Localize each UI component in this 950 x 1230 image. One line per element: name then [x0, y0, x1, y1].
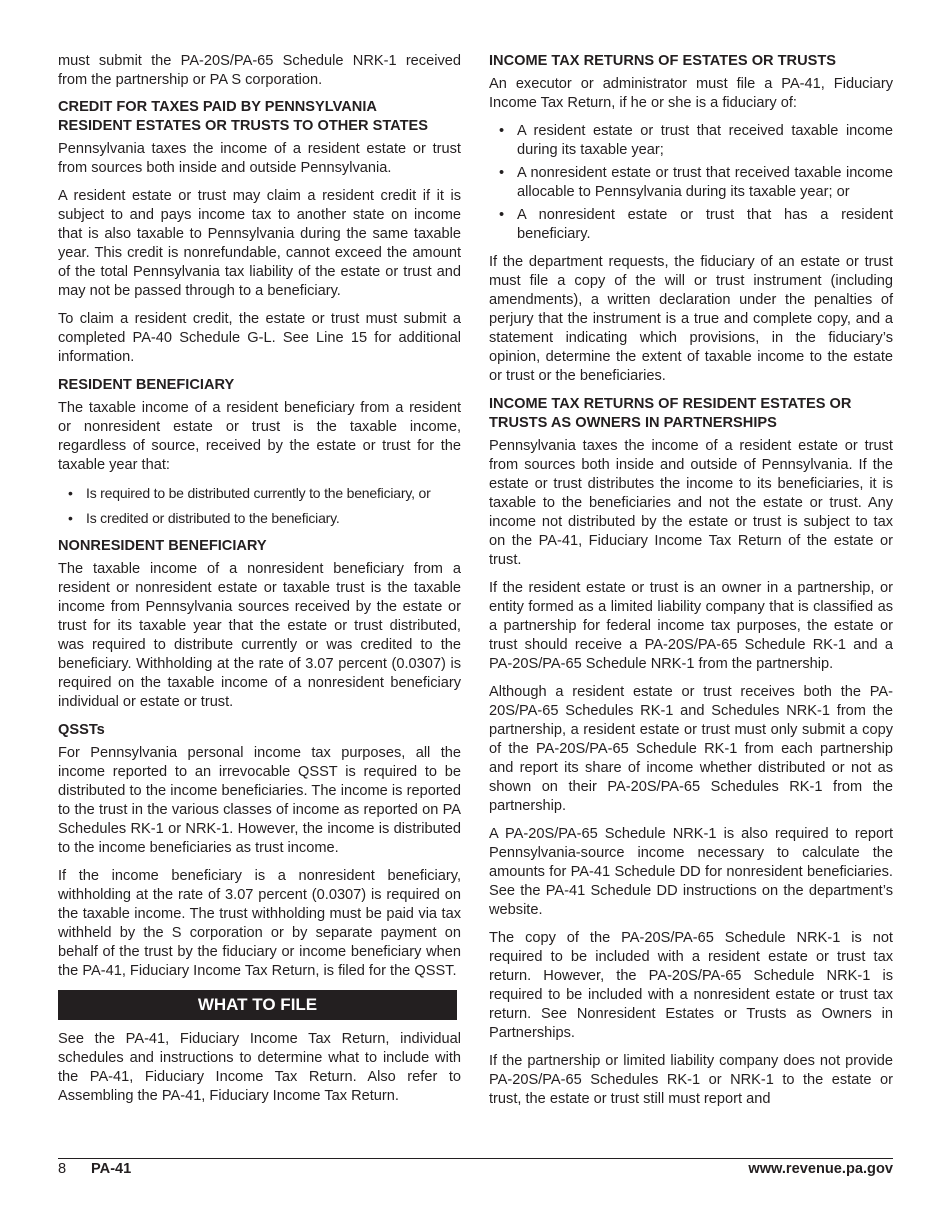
returns-paragraph-2: If the department requests, the fiduciary of an estate or trust must file a copy of the will or trust instrument (including amendments), a written declaration under the penalties of perjury that the instrument is a true and complete copy, and a statement indicating which provisions, in the fiduciary’s opinion, determine the extent of taxable income to the estate or trust or the beneficiaries.: [489, 254, 893, 384]
partnership-heading: [489, 395, 893, 433]
resident-beneficiary-list: [58, 484, 461, 528]
what-to-file-banner: WHAT TO FILE: [58, 990, 457, 1020]
partnership-paragraph-1: Pennsylvania taxes the income of a resident estate or trust from sources both inside and outside of Pennsylvania. If the estate or trust distributes the income to its beneficiaries, it is taxable to the beneficiaries and not the estate or trust. Any income not distributed by the estate or trust is subject to tax on the PA-41, Fiduciary Income Tax Return of the estate or trust.: [489, 438, 893, 568]
list-item: • A resident estate or trust that received taxable income during its taxable year;: [489, 122, 893, 160]
partnership-paragraph-4: A PA-20S/PA-65 Schedule NRK-1 is also required to report Pennsylvania-source income necessary to calculate the amounts for PA-41 Schedule DD for nonresident beneficiaries. See the PA-41 Schedule DD instructions on the department’s website.: [489, 826, 893, 918]
partnership-heading-line2: TRUSTS AS OWNERS IN PARTNERSHIPS: [489, 415, 777, 431]
qssts-paragraph-2: If the income beneficiary is a nonresident beneficiary, withholding at the rate of 3.07 percent (0.0307) is required on the taxable income. The trust withholding must be paid via tax withheld by the S corporation or by separate payment on behalf of the trust by the fiduciary or income beneficiary when the PA-41, Fiduciary Income Tax Return, is filed for the QSST.: [58, 868, 461, 979]
form-name: PA-41: [91, 1161, 132, 1177]
list-item: • A nonresident estate or trust that has a resident beneficiary.: [489, 206, 893, 244]
list-item: • A nonresident estate or trust that received taxable income allocable to Pennsylvania during its taxable year; or: [489, 164, 893, 202]
resident-beneficiary-paragraph: The taxable income of a resident beneficiary from a resident or nonresident estate or trust is the taxable income, regardless of source, received by the estate or trust for the taxable year that:: [58, 400, 461, 473]
nonresident-beneficiary-paragraph: The taxable income of a nonresident beneficiary from a resident or nonresident estate or taxable trust is the taxable income from Pennsylvania sources received by the estate or trust for its taxable year that the estate or trust distributed, was required to distribute currently or was credited to the beneficiary. Withholding at the rate of 3.07 percent (0.0307) is required on the taxable income of a nonresident beneficiary individual or estate or trust.: [58, 561, 461, 710]
returns-fiduciary-list: [489, 122, 893, 244]
credit-paragraph-3: To claim a resident credit, the estate or trust must submit a completed PA-40 Schedule G-L. See Line 15 for additional information.: [58, 311, 461, 365]
website-text: www.revenue.pa.gov: [748, 1161, 893, 1177]
credit-paragraph-2: A resident estate or trust may claim a resident credit if it is subject to and pays income tax to another state on income that is also taxable to Pennsylvania during the same taxable year. This credit is nonrefundable, cannot exceed the amount of the total Pennsylvania tax liability of the estate or trust and may not be passed through to a beneficiary.: [58, 188, 461, 299]
left-column: [58, 52, 461, 1115]
qssts-paragraph-1: For Pennsylvania personal income tax purposes, all the income reported to an irrevocable QSST is required to be distributed to the income beneficiaries. The income is reported to the trust in the various classes of income as reported on PA Schedules RK-1 or NRK-1. However, the income is distributed to the income beneficiaries as trust income.: [58, 745, 461, 856]
resident-beneficiary-heading: RESIDENT BENEFICIARY: [58, 377, 235, 393]
what-to-file-paragraph: See the PA-41, Fiduciary Income Tax Return, individual schedules and instructions to determine what to include with the PA-41, Fiduciary Income Tax Return. Also refer to Assembling the PA-41, Fiduciary Income Tax Return.: [58, 1031, 461, 1104]
list-item: • Is credited or distributed to the beneficiary.: [58, 509, 461, 528]
nonresident-beneficiary-heading: NONRESIDENT BENEFICIARY: [58, 538, 267, 554]
page-footer: [58, 1161, 893, 1181]
credit-heading-line2: RESIDENT ESTATES OR TRUSTS TO OTHER STATES: [58, 118, 429, 134]
partnership-paragraph-5: The copy of the PA-20S/PA-65 Schedule NRK-1 is not required to be included with a resident estate or trust tax return. However, the PA-20S/PA-65 Schedule NRK-1 is required to be included with a nonresident estate or trust tax return. See Nonresident Estates or Trusts as Owners in Partnerships.: [489, 930, 893, 1041]
footer-divider: [58, 1158, 893, 1159]
partnership-paragraph-3: Although a resident estate or trust receives both the PA-20S/PA-65 Schedules RK-1 and Schedules NRK-1 from the partnership, a resident estate or trust must only submit a copy of the PA-20S/PA-65 Schedule RK-1 from each partnership and report its share of income whether distributed or not as shown on their PA-20S/PA-65 Schedules RK-1 from the partnership.: [489, 684, 893, 814]
partnership-paragraph-2: If the resident estate or trust is an owner in a partnership, or entity formed as a limited liability company that is classified as a partnership for federal income tax purposes, the estate or trust should receive a PA-20S/PA-65 Schedule RK-1 and a PA-20S/PA-65 Schedule NRK-1 from the partnership.: [489, 580, 893, 672]
credit-heading-line1: CREDIT FOR TAXES PAID BY PENNSYLVANIA: [58, 99, 377, 115]
qssts-heading: QSSTs: [58, 722, 105, 738]
continued-paragraph: must submit the PA-20S/PA-65 Schedule NRK-1 received from the partnership or PA S corporation.: [58, 53, 461, 88]
list-item: • Is required to be distributed currently to the beneficiary, or: [58, 484, 461, 503]
partnership-heading-line1: INCOME TAX RETURNS OF RESIDENT ESTATES OR: [489, 396, 852, 412]
page-number: 8: [58, 1161, 67, 1177]
returns-paragraph-1: An executor or administrator must file a PA-41, Fiduciary Income Tax Return, if he or she is a fiduciary of:: [489, 76, 893, 111]
partnership-paragraph-6: If the partnership or limited liability company does not provide PA-20S/PA-65 Schedules RK-1 or NRK-1 to the estate or trust, the estate or trust still must report and: [489, 1053, 893, 1107]
credit-heading: [58, 98, 461, 136]
right-column: [489, 52, 893, 1118]
credit-paragraph-1: Pennsylvania taxes the income of a resident estate or trust from sources both inside and outside Pennsylvania.: [58, 141, 461, 176]
returns-heading: INCOME TAX RETURNS OF ESTATES OR TRUSTS: [489, 53, 837, 69]
